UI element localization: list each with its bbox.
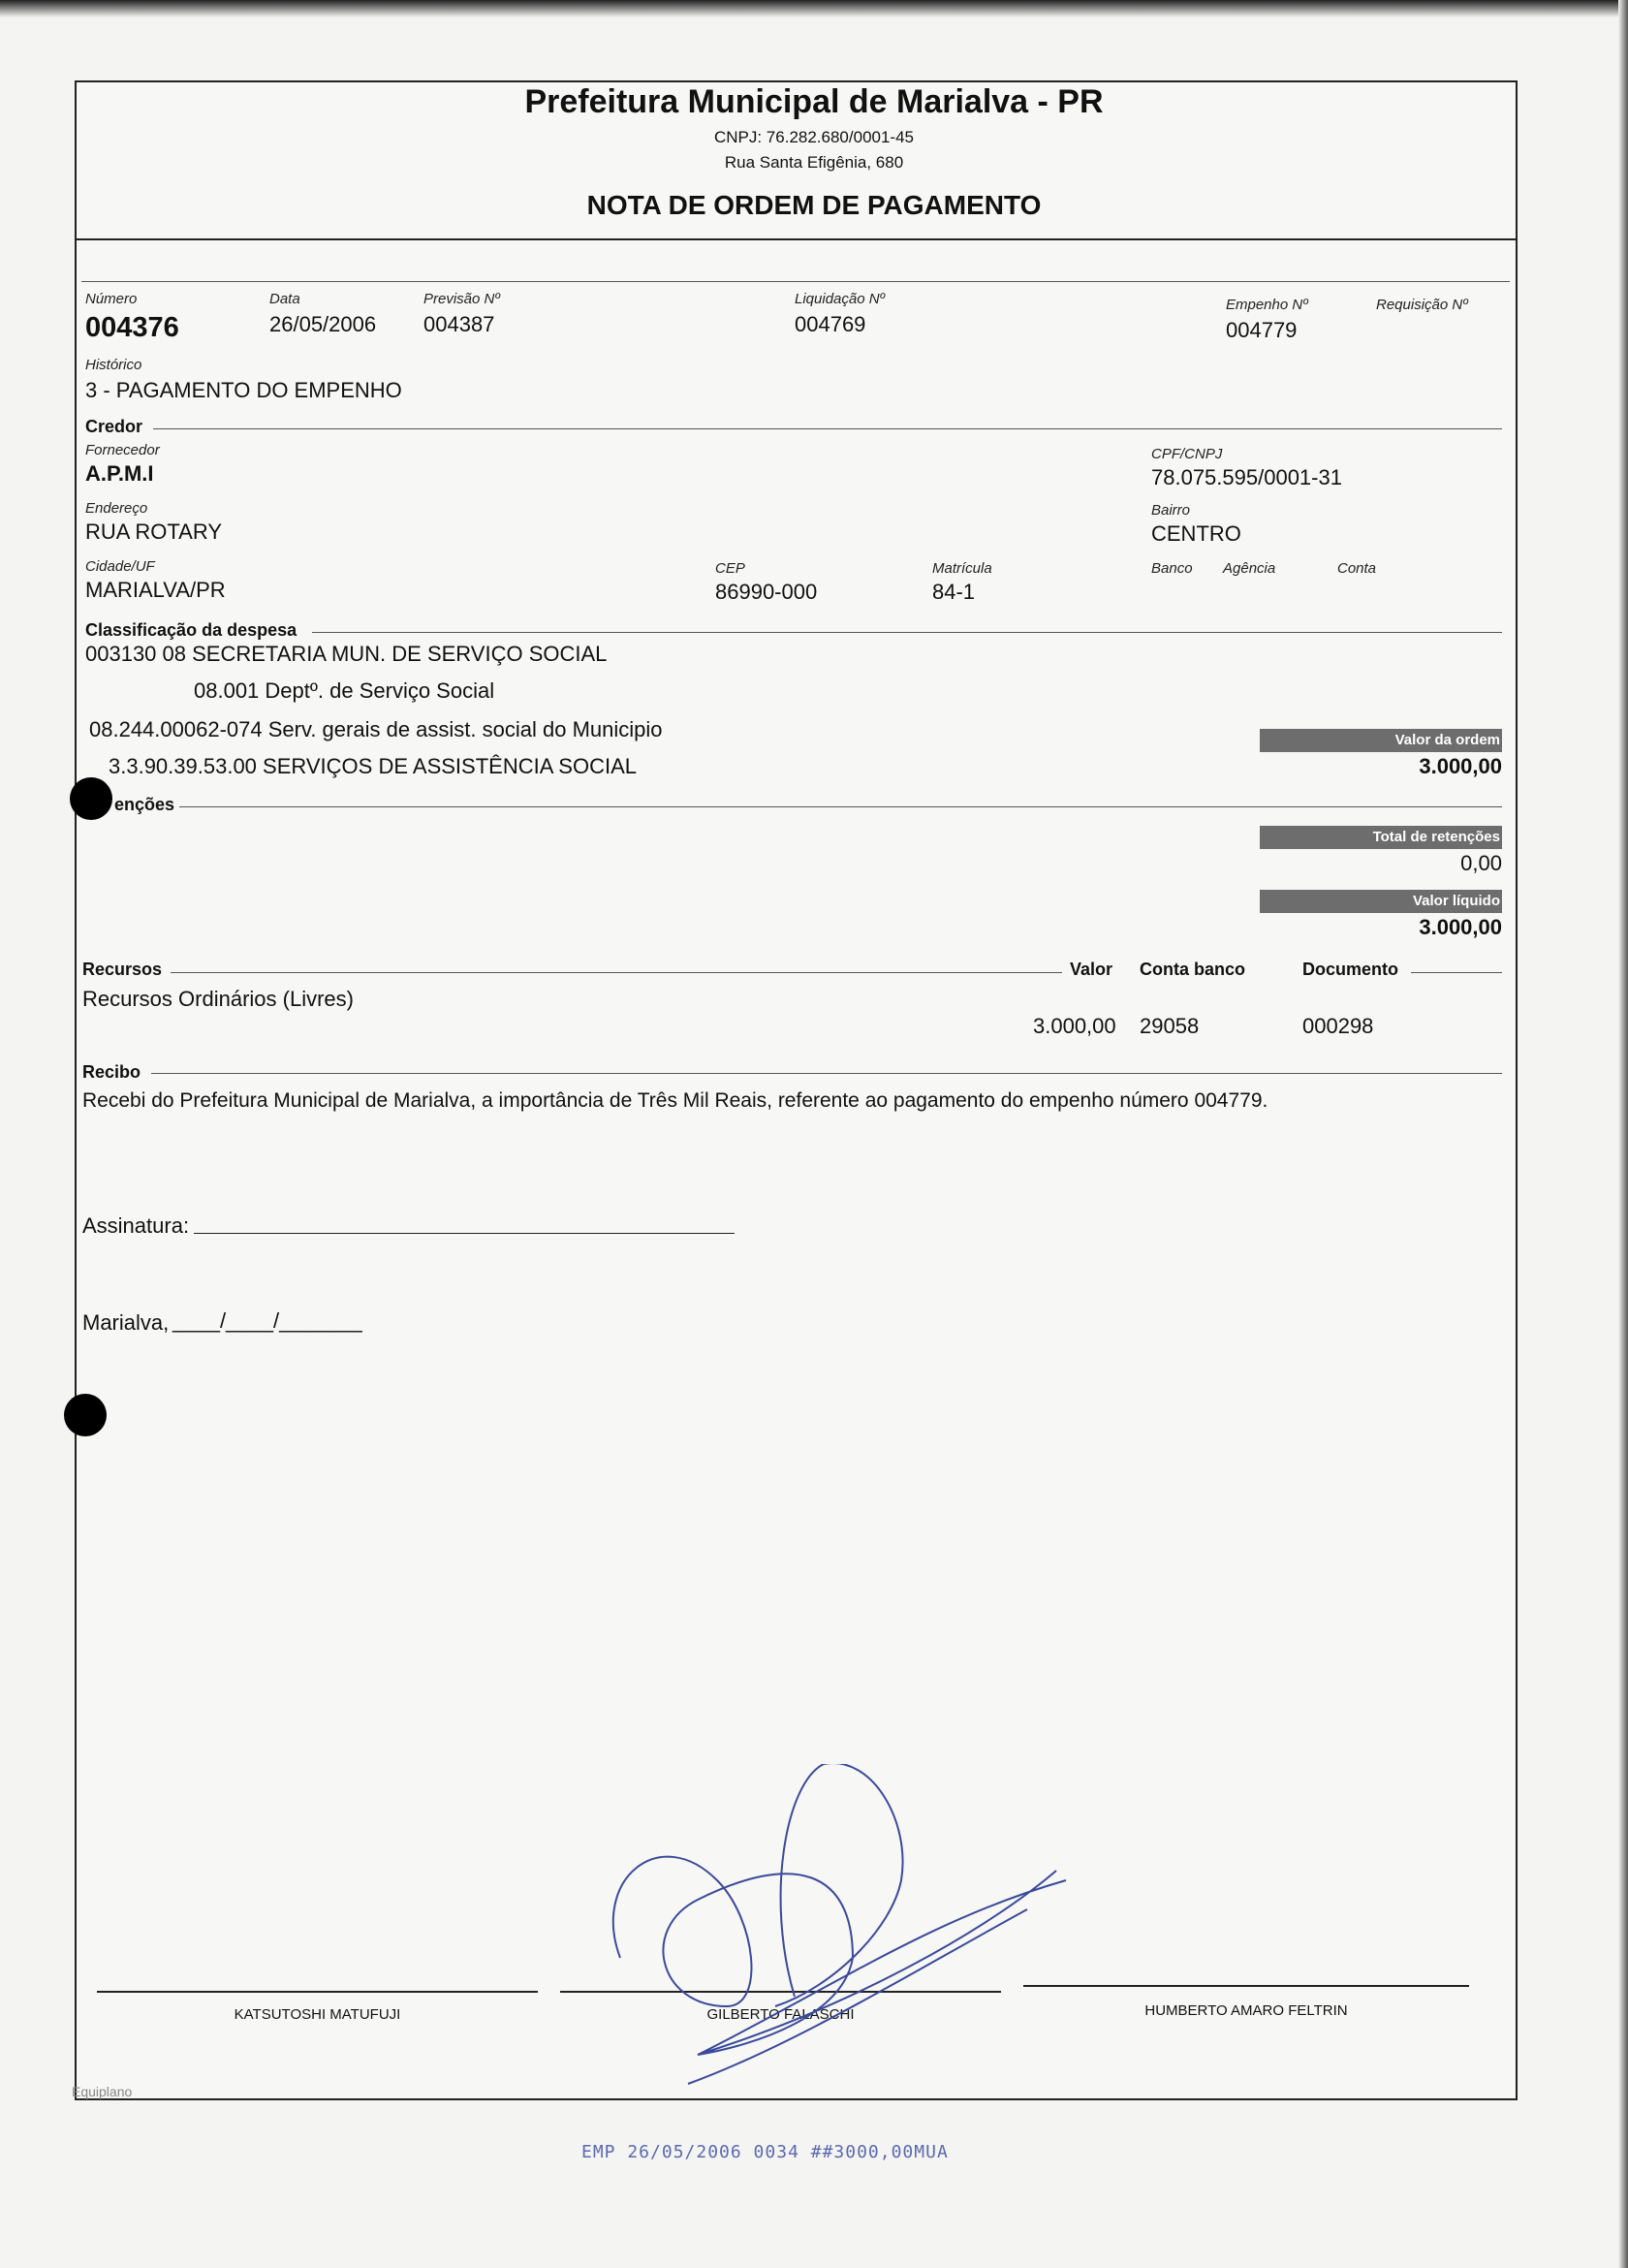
valor-liquido-label: Valor líquido (1260, 890, 1502, 913)
classificacao-divider (312, 632, 1502, 633)
numero-label: Número (85, 291, 138, 307)
recursos-documento: 000298 (1302, 1014, 1374, 1038)
valor-liquido-value: 3.000,00 (1419, 915, 1502, 939)
signatory-3: HUMBERTO AMARO FELTRIN (1144, 2002, 1348, 2019)
recibo-section: Recibo (82, 1062, 141, 1082)
empenho-value: 004779 (1226, 318, 1298, 342)
cpf-label: CPF/CNPJ (1151, 446, 1223, 462)
date-blank-line: ____/____/_______ (172, 1308, 362, 1333)
endereco-label: Endereço (85, 500, 148, 517)
cpf-value: 78.075.595/0001-31 (1151, 465, 1342, 489)
agencia-label: Agência (1223, 560, 1276, 577)
classificacao-line-4: 3.3.90.39.53.00 SERVIÇOS DE ASSISTÊNCIA SOCIAL (109, 754, 637, 778)
cidade-label: Cidade/UF (85, 558, 155, 575)
scan-edge-top (0, 0, 1628, 17)
total-retencoes-value: 0,00 (1460, 851, 1502, 875)
historico-label: Histórico (85, 357, 142, 373)
recursos-descricao: Recursos Ordinários (Livres) (82, 987, 354, 1011)
recursos-divider (171, 972, 1062, 973)
header-cnpj: CNPJ: 76.282.680/0001-45 (713, 128, 915, 146)
header-address: Rua Santa Efigênia, 680 (724, 153, 904, 172)
liquidacao-label: Liquidação Nº (795, 291, 886, 307)
recursos-divider-right (1411, 972, 1502, 973)
ids-divider (81, 281, 1510, 282)
bank-stamp: EMP 26/05/2006 0034 ##3000,00MUA (581, 2142, 949, 2162)
document-title: NOTA DE ORDEM DE PAGAMENTO (586, 190, 1042, 220)
classificacao-line-1: 003130 08 SECRETARIA MUN. DE SERVIÇO SOCIAL (85, 642, 608, 666)
credor-section: Credor (85, 417, 143, 436)
retencoes-section: enções (114, 795, 175, 814)
signatory-1: KATSUTOSHI MATUFUJI (234, 2006, 401, 2023)
assinatura-label: Assinatura: (82, 1213, 190, 1238)
recursos-valor-label: Valor (1070, 960, 1113, 979)
recibo-divider (151, 1073, 1502, 1074)
cep-value: 86990-000 (715, 580, 818, 604)
signatory-2: GILBERTO FALASCHI (706, 2006, 855, 2023)
bairro-label: Bairro (1151, 502, 1191, 519)
valor-ordem-value: 3.000,00 (1419, 754, 1502, 778)
bairro-value: CENTRO (1151, 521, 1241, 546)
historico-value: 3 - PAGAMENTO DO EMPENHO (85, 378, 402, 402)
liquidacao-value: 004769 (795, 312, 866, 336)
signature-line-3 (1023, 1985, 1469, 1987)
header-divider (75, 238, 1518, 240)
recursos-conta: 29058 (1140, 1014, 1200, 1038)
previsao-label: Previsão Nº (423, 291, 500, 307)
handwritten-signature (601, 1764, 1085, 2103)
fornecedor-label: Fornecedor (85, 442, 160, 458)
recibo-text: Recebi do Prefeitura Municipal de Marialva, a importância de Três Mil Reais, referente ao pagamento do empenho número 004779. (82, 1089, 1268, 1112)
valor-ordem-label: Valor da ordem (1260, 729, 1502, 752)
assinatura-line (194, 1233, 735, 1234)
recursos-documento-label: Documento (1302, 960, 1398, 979)
classificacao-line-3: 08.244.00062-074 Serv. gerais de assist. social do Municipio (89, 717, 663, 741)
header-title: Prefeitura Municipal de Marialva - PR (524, 83, 1104, 120)
endereco-value: RUA ROTARY (85, 520, 222, 544)
cidade-value: MARIALVA/PR (85, 578, 226, 602)
matricula-value: 84-1 (932, 580, 976, 604)
fornecedor-value: A.P.M.I (85, 461, 154, 486)
numero-value: 004376 (85, 312, 179, 343)
signature-line-1 (97, 1991, 538, 1993)
software-label: Equiplano (72, 2084, 133, 2099)
previsao-value: 004387 (423, 312, 495, 336)
cep-label: CEP (715, 560, 745, 577)
empenho-label: Empenho Nº (1226, 297, 1308, 313)
classificacao-section: Classificação da despesa (85, 620, 297, 640)
data-value: 26/05/2006 (269, 312, 377, 336)
requisicao-label: Requisição Nº (1376, 297, 1468, 313)
local-data-label: Marialva, (82, 1310, 170, 1335)
punch-hole-bottom (64, 1394, 107, 1436)
scan-edge-right (1618, 0, 1628, 2268)
data-label: Data (269, 291, 300, 307)
conta-label: Conta (1337, 560, 1377, 577)
punch-hole-top (70, 777, 112, 820)
recursos-section: Recursos (82, 960, 163, 979)
recursos-valor: 3.000,00 (1033, 1014, 1116, 1038)
total-retencoes-label: Total de retenções (1260, 826, 1502, 849)
retencoes-divider (179, 806, 1502, 807)
recursos-conta-label: Conta banco (1140, 960, 1246, 979)
banco-label: Banco (1151, 560, 1193, 577)
classificacao-line-2: 08.001 Deptº. de Serviço Social (194, 678, 495, 703)
credor-divider (153, 428, 1502, 429)
matricula-label: Matrícula (932, 560, 992, 577)
